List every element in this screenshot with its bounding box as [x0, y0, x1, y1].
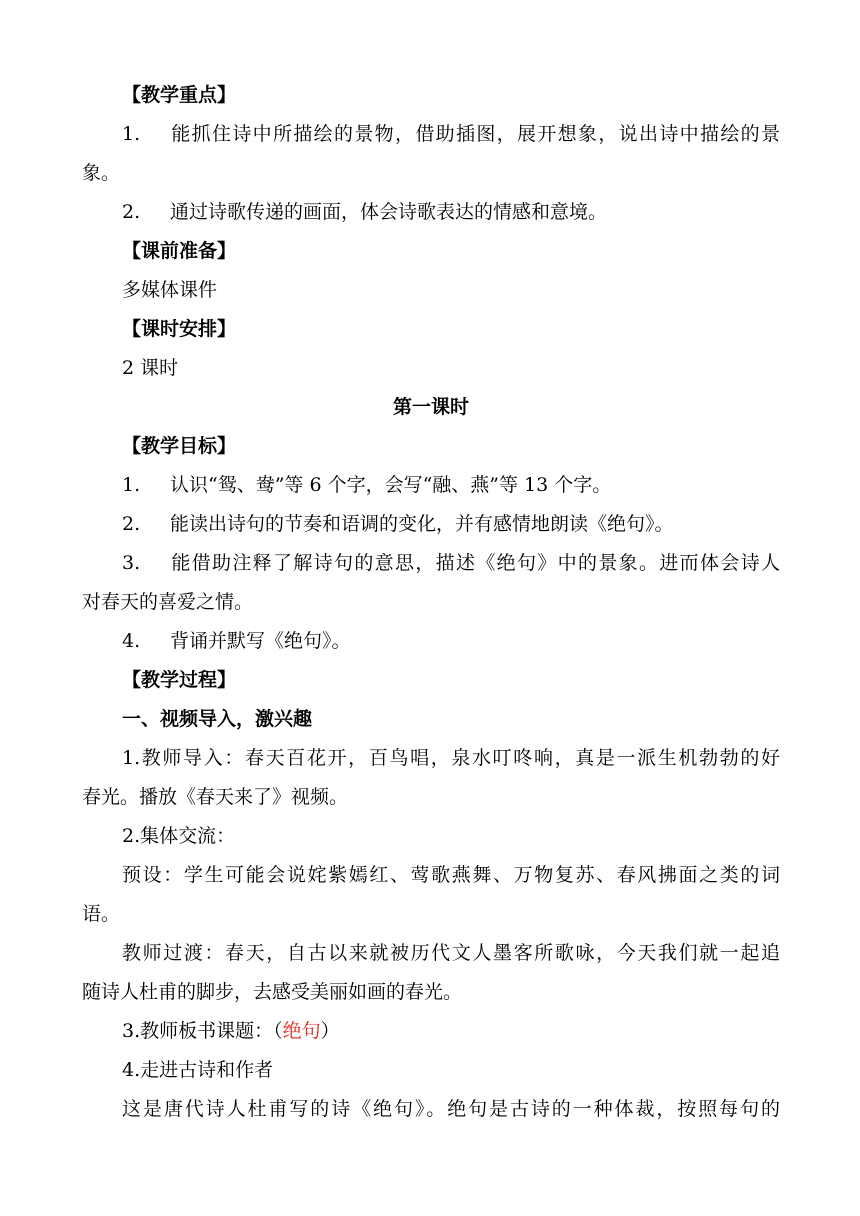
list-text: 能借助注释了解诗句的意思，描述《绝句》中的景象。进而体会诗人: [170, 552, 780, 574]
list-text: 通过诗歌传递的画面，体会诗歌表达的情感和意境。: [170, 201, 608, 223]
focus-item-1: [82, 115, 780, 154]
paragraph-poem-description: 这是唐代诗人杜甫写的诗《绝句》。绝句是古诗的一种体裁，按照每句的: [122, 1098, 780, 1120]
paragraph-poem-and-author: 4.走进古诗和作者: [122, 1059, 274, 1081]
paragraph-teacher-intro-continued: 春光。播放《春天来了》视频。: [82, 786, 349, 808]
paragraph-transition-continued: 随诗人杜甫的脚步，去感受美丽如画的春光。: [82, 981, 463, 1003]
list-number: 2.: [122, 513, 141, 535]
paragraph-board-title: [82, 1012, 780, 1051]
paragraph-group-discussion: 2.集体交流：: [122, 825, 236, 847]
paragraph-transition: 教师过渡：春天，自古以来就被历代文人墨客所歌咏，今天我们就一起追: [122, 942, 780, 964]
list-text: 背诵并默写《绝句》。: [170, 630, 351, 652]
heading-teaching-focus: 【教学重点】: [122, 84, 237, 106]
heading-teaching-process: 【教学过程】: [122, 669, 237, 691]
lesson-title: 第一课时: [392, 396, 469, 418]
goal-item-1: [82, 466, 780, 505]
paragraph-prediction-continued: 语。: [82, 903, 121, 925]
preparation-text: 多媒体课件: [122, 279, 218, 301]
section-title-video-intro: 一、视频导入，激兴趣: [122, 708, 313, 730]
list-text: 能读出诗句的节奏和语调的变化，并有感情地朗读《绝句》。: [170, 513, 674, 535]
goal-item-2: [82, 505, 780, 544]
heading-preparation: 【课前准备】: [122, 240, 237, 262]
list-number: 2.: [122, 201, 141, 223]
schedule-text: 2 课时: [122, 357, 179, 379]
heading-schedule: 【课时安排】: [122, 318, 237, 340]
board-title-prefix: 3.教师板书课题：（: [122, 1020, 283, 1042]
board-title-suffix: ）: [320, 1020, 340, 1042]
goal-item-3: [82, 544, 780, 583]
paragraph-prediction: 预设：学生可能会说姹紫嫣红、莺歌燕舞、万物复苏、春风拂面之类的词: [122, 864, 780, 886]
focus-item-2: [82, 193, 780, 232]
list-text: 能抓住诗中所描绘的景物，借助插图，展开想象，说出诗中描绘的景: [170, 123, 780, 145]
goal-item-4: [82, 622, 780, 661]
focus-item-1-continued: 象。: [82, 162, 121, 184]
goal-item-3-continued: 对春天的喜爱之情。: [82, 591, 254, 613]
list-number: 1.: [122, 123, 141, 145]
paragraph-teacher-intro: 1.教师导入：春天百花开，百鸟唱，泉水叮咚响，真是一派生机勃勃的好: [122, 747, 780, 769]
list-text: 认识“鸳、鸯”等 6 个字，会写“融、燕”等 13 个字。: [170, 474, 612, 496]
list-number: 3.: [122, 552, 141, 574]
document-page: [82, 76, 780, 1129]
heading-teaching-goals: 【教学目标】: [122, 435, 237, 457]
list-number: 4.: [122, 630, 141, 652]
list-number: 1.: [122, 474, 141, 496]
board-title-poem: 绝句: [282, 1020, 321, 1042]
